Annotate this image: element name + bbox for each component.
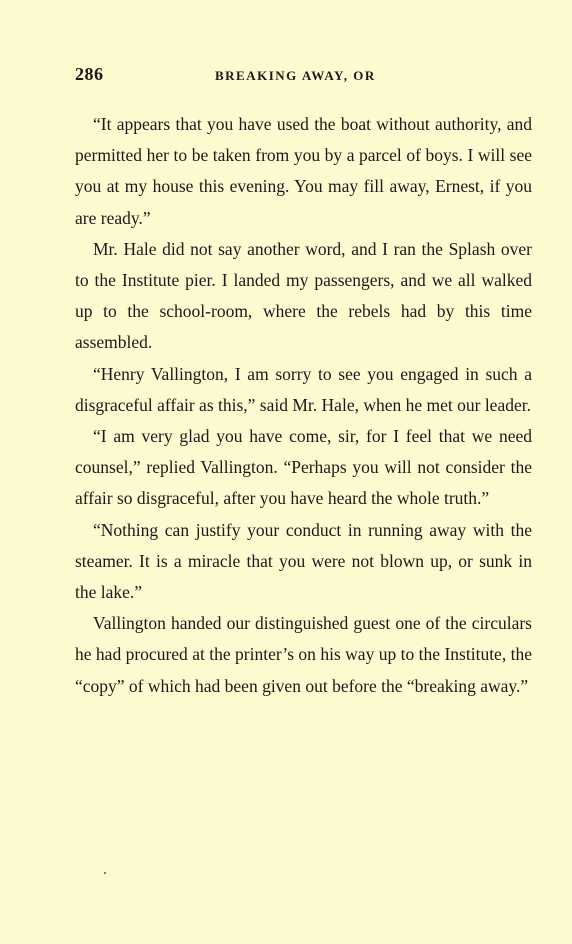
body-text xyxy=(75,109,532,702)
paragraph: Vallington handed our distinguished guest one of the circulars he had procured at the printer’s on his way up to the Institute, the “copy” of which had been given out before the “breaking away.” xyxy=(75,613,532,696)
paragraph: “Nothing can justify your conduct in running away with the steamer. It is a miracle that you were not blown up, or sunk in the lake.” xyxy=(75,519,532,603)
ink-speck xyxy=(104,872,106,874)
paragraph: Mr. Hale did not say another word, and I ran the Splash over to the Institute pier. I landed my passengers, and we all walked up to the school-room, where the rebels had by this time assembled. xyxy=(75,238,532,353)
page-header xyxy=(75,64,533,88)
paragraph: “I am very glad you have come, sir, for I feel that we need counsel,” replied Vallington. “Perhaps you will not consider the affair so disgraceful, after you have heard the whole truth.” xyxy=(75,426,532,509)
paragraph: “It appears that you have used the boat without authority, and permitted her to be taken from you by a parcel of boys. I will see you at my house this evening. You may fill away, Ernest, if you are ready.” xyxy=(75,114,532,228)
paragraph: “Henry Vallington, I am sorry to see you engaged in such a disgraceful affair as this,” said Mr. Hale, when he met our leader. xyxy=(75,363,532,415)
page-number: 286 xyxy=(75,64,104,84)
running-head: BREAKING AWAY, OR xyxy=(215,68,376,83)
